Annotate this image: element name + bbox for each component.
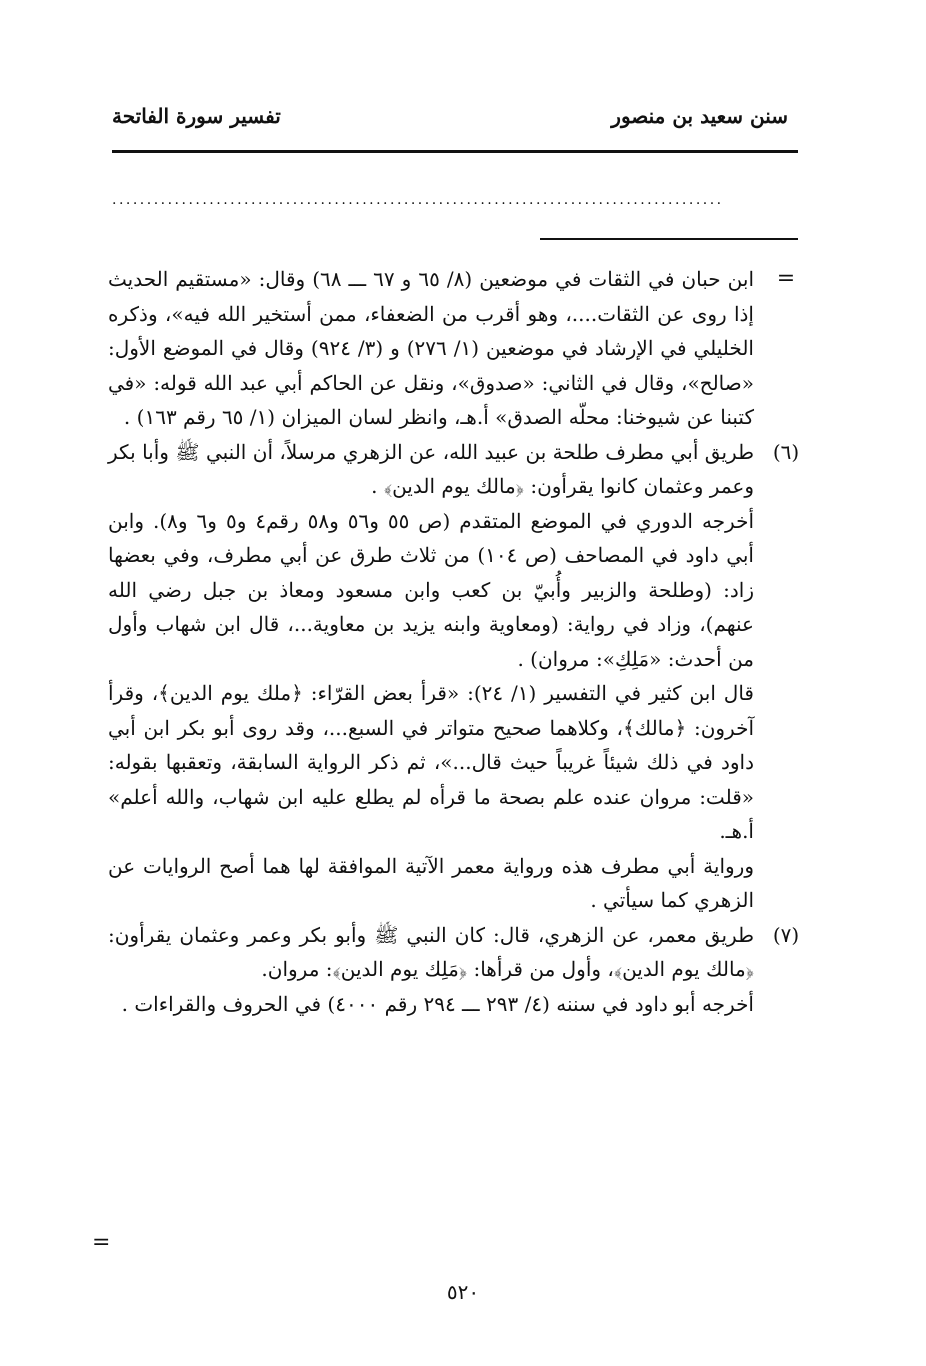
dotted-separator: ........................................................................................ <box>112 192 724 208</box>
footnote-number: (٧) <box>772 922 800 947</box>
footnote-paragraph: قال ابن كثير في التفسير (١/ ٢٤): «قرأ بعض القرّاء: ﴿ملك يوم الدين﴾، وقرأ آخرون: ﴿مالك﴾، وكلاهما صحيح متواتر في السبع...، وقد روى أبو بكر ابن أبي داود في ذلك شيئاً غريباً حيث قال...»، ثم ذكر الرواية السابقة، وتعقبها بقوله: «قلت: مروان عنده علم بصحة ما قرأه لم يطلع عليه ابن شهاب، والله أعلم» أ.هـ. <box>108 681 754 843</box>
footnote-rule <box>540 238 798 240</box>
section-title: تفسير سورة الفاتحة <box>112 104 281 128</box>
footnote-paragraph: ورواية أبي مطرف هذه ورواية معمر الآتية الموافقة لها هما أصح الروايات عن الزهري كما سيأتي . <box>108 853 754 912</box>
page-number: ٥٢٠ <box>446 1280 480 1304</box>
footnote-paragraph: طريق معمر، عن الزهري، قال: كان النبي ﷺ وأبو بكر وعمر وعثمان يقرأون: ﴿مالك يوم الدين﴾، وأول من قرأها: ﴿مَلِك يوم الدين﴾: مروان. <box>108 922 754 981</box>
footnotes-body <box>108 262 806 1021</box>
continuation-marker: = <box>776 266 796 291</box>
continuation-mark: = <box>92 1230 111 1255</box>
footnote-7 <box>108 918 806 1022</box>
footnote-paragraph: أخرجه أبو داود في سننه (٤/ ٢٩٣ ـــ ٢٩٤ رقم ٤٠٠٠) في الحروف والقراءات . <box>121 991 754 1016</box>
header-rule <box>112 150 798 153</box>
footnote-paragraph: ابن حبان في الثقات في موضعين (٨/ ٦٥ و ٦٧ ـــ ٦٨) وقال: «مستقيم الحديث إذا روى عن الثقات....، وهو أقرب من الضعفاء، ممن أستخير الله فيه»، وذكره الخليلي في الإرشاد في موضعين (١/ ٢٧٦) و (٣/ ٩٢٤) وقال في الموضع الأول: «صالح»، وقال في الثاني: «صدوق»، ونقل عن الحاكم أبي عبد الله قوله: «في كتبنا عن شيوخنا: محلّه الصدق» أ.هـ، وانظر لسان الميزان (١/ ٦٥ رقم ١٦٣) . <box>108 267 754 429</box>
footnote-6 <box>108 435 806 918</box>
page-header <box>112 96 798 136</box>
footnote-number: (٦) <box>772 439 800 464</box>
footnote-paragraph: أخرجه الدوري في الموضع المتقدم (ص ٥٥ و٥٦ و٥٨ رقم٤ و٥ و٦ و٨). وابن أبي داود في المصاحف (ص ١٠٤) من ثلاث طرق عن أبي مطرف، وفي بعضها زاد: (وطلحة والزبير وأُبيّ بن كعب وابن مسعود ومعاذ بن جبل رضي الله عنهم)، وزاد في رواية: (ومعاوية وابنه يزيد بن معاوية...، قال ابن شهاب وأول من أحدث: «مَلِكِ»: مروان) . <box>108 508 755 671</box>
book-title: سنن سعيد بن منصور <box>611 104 788 128</box>
footnote-continued <box>108 262 806 435</box>
footnote-paragraph: طريق أبي مطرف طلحة بن عبيد الله، عن الزهري مرسلاً، أن النبي ﷺ وأبا بكر وعمر وعثمان كانوا يقرأون: ﴿مالك يوم الدين﴾ . <box>108 439 754 498</box>
